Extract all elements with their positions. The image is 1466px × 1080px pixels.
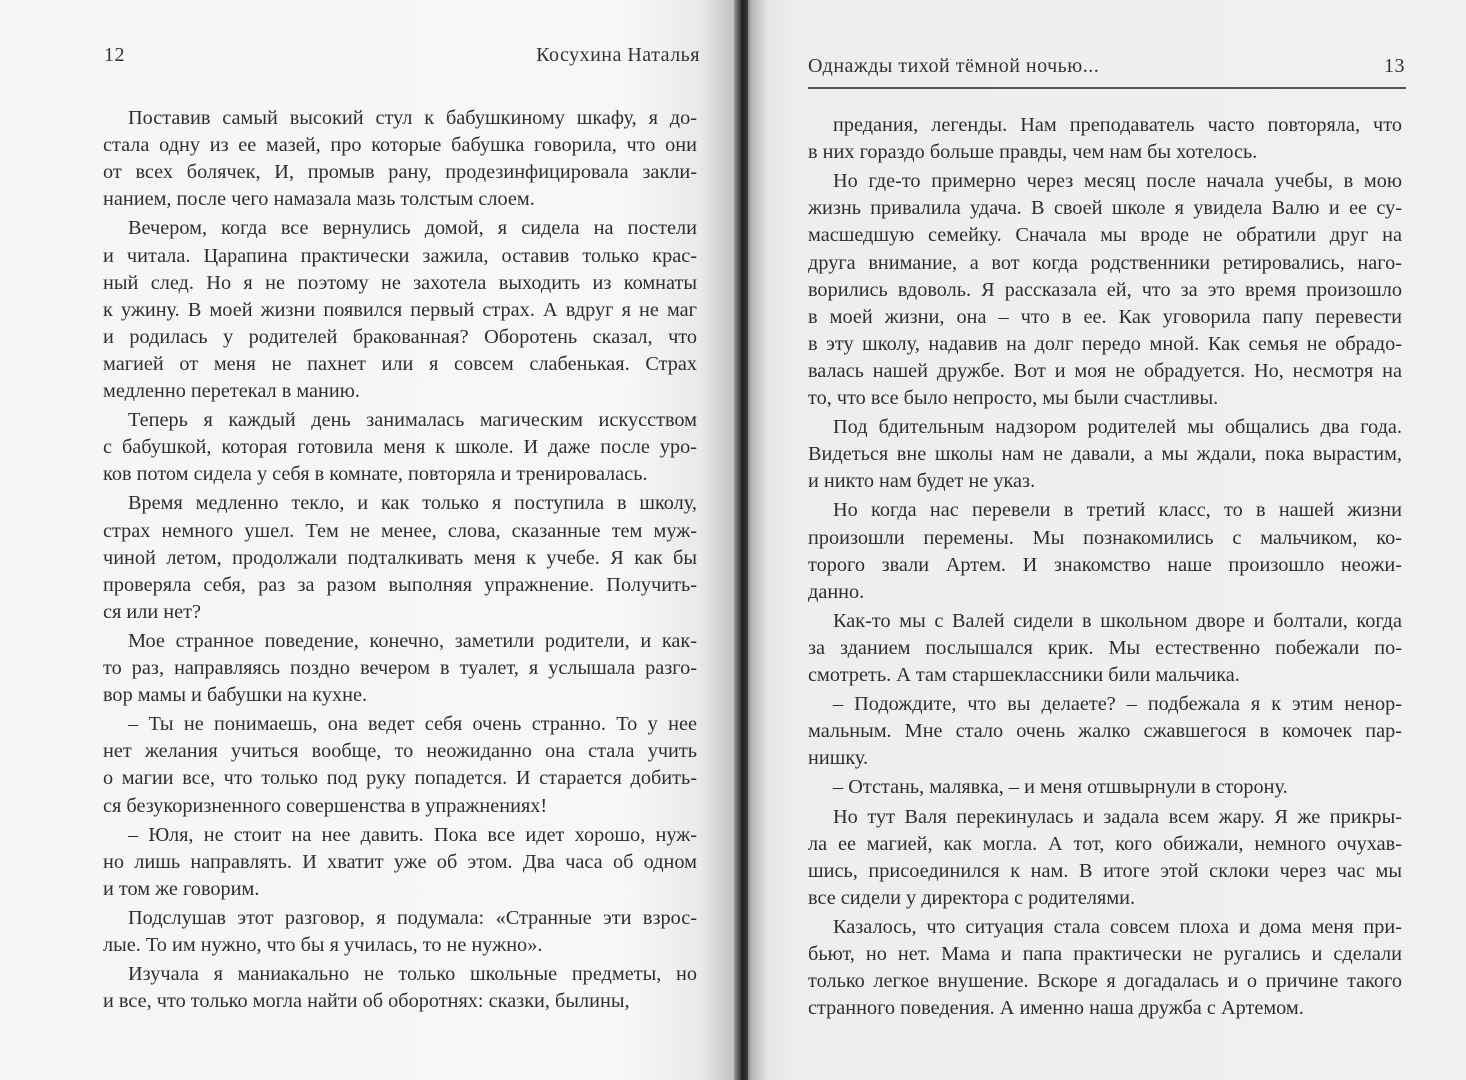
right-page <box>738 0 1466 1080</box>
text-line: бьют, но нет. Мама и папа практически не ругались и сделали <box>808 943 1402 965</box>
text-line: то, что все было непросто, мы были счастливы. <box>808 387 1219 409</box>
text-line: нанием, после чего намазала мазь толстым слоем. <box>103 188 535 211</box>
text-line: и все, что только могла найти об оборотнях: сказки, былины, <box>103 990 630 1013</box>
text-line: стала одну из ее мазей, про которые бабушка говорила, что они <box>103 134 697 157</box>
text-line: магией от меня не пахнет или я совсем слабенькая. Страх <box>103 352 697 375</box>
text-line: ла ее магией, как могла. А тот, кого обижали, немного очухав- <box>808 832 1402 855</box>
text-line: – Ты не понимаешь, она ведет себя очень странно. То у нее <box>128 713 697 736</box>
text-line: но лишь направлять. И хватит уже об этом. Два часа об одном <box>103 850 697 873</box>
text-line: ков потом сидела у себя в комнате, повторяла и тренировалась. <box>103 463 648 486</box>
text-line: чиной летом, продолжали подталкивать меня к учебе. Я как бы <box>103 546 697 569</box>
text-line: с бабушкой, которая готовила меня к школе. И даже после уро- <box>103 436 697 459</box>
text-line: Теперь я каждый день занималась магическим искусством <box>128 409 697 432</box>
text-line: ся или нет? <box>103 600 202 623</box>
text-line: Казалось, что ситуация стала совсем плоха и дома меня при- <box>833 915 1402 938</box>
text-line: Вечером, когда все вернулись домой, я сидела на постели <box>128 217 697 240</box>
header-rule <box>808 87 1406 89</box>
running-head: Косухина Наталья <box>536 44 700 66</box>
text-line: вор мамы и бабушки на кухне. <box>103 684 368 707</box>
text-line: Как-то мы с Валей сидели в школьном дворе и болтали, когда <box>833 609 1402 632</box>
text-line: в них гораздо больше правды, чем нам бы хотелось. <box>808 141 1258 164</box>
text-line: произошли перемены. Мы познакомились с мальчиком, ко- <box>808 526 1402 549</box>
text-line: Поставив самый высокий стул к бабушкиному шкафу, я до- <box>128 107 697 129</box>
text-line: нет желания учиться вообще, то неожиданно она стала учить <box>103 740 697 763</box>
text-line: данно. <box>808 580 865 603</box>
text-line: торого звали Артем. И знакомство наше произошло неожи- <box>808 553 1402 576</box>
running-head: Однажды тихой тёмной ночью... <box>808 55 1100 77</box>
page-number: 12 <box>104 44 125 66</box>
text-line: Но где-то примерно через месяц после начала учебы, в мою <box>833 170 1402 193</box>
text-line: в моей жизни, она – что в ее. Как уговорила папу перевести <box>808 305 1402 328</box>
text-line: к ужину. В моей жизни появился первый страх. А вдруг я не маг <box>103 298 697 321</box>
text-line: – Отстань, малявка, – и меня отшвырнули в сторону. <box>833 776 1288 799</box>
text-line: Время медленно текло, и как только я поступила в школу, <box>128 492 697 515</box>
text-line: шись, присоединился к нам. В итоге этой склоки через час мы <box>808 859 1402 882</box>
text-line: ворились вдоволь. Я рассказала ей, что за это время произошло <box>808 278 1402 301</box>
text-line: масшедшую семейку. Сначала мы вроде не обратили друг на <box>808 224 1402 247</box>
text-line: мальным. Мне стало очень жалко сжавшегося в комочек пар- <box>808 720 1402 743</box>
text-line: нишку. <box>808 747 869 770</box>
text-line: в эту школу, надавив на долг передо мной. Как семья не обрадо- <box>808 332 1402 355</box>
text-line: странного поведения. А именно наша дружба с Артемом. <box>808 997 1304 1020</box>
text-line: только легкое внушение. Вскоре я догадалась и о причине такого <box>808 970 1402 993</box>
text-line: о магии все, что только под руку попадется. И старается добить- <box>103 767 697 790</box>
text-line: Но тут Валя перекинулась и задала всем жару. Я же прикры- <box>833 805 1402 828</box>
text-line: и читала. Царапина практически зажила, оставив только крас- <box>103 244 697 267</box>
text-line: смотреть. А там старшеклассники били мальчика. <box>808 664 1240 686</box>
text-line: – Юля, не стоит на нее давить. Пока все идет хорошо, нуж- <box>128 823 697 846</box>
text-line: Подслушав этот разговор, я подумала: «Странные эти взрос- <box>128 906 697 929</box>
text-line: жизнь привалила удача. В своей школе я увидела Валю и ее су- <box>808 197 1402 220</box>
text-line: и никто нам будет не указ. <box>808 470 1036 493</box>
text-line: страх немного ушел. Тем не менее, слова, сказанные тем муж- <box>103 519 697 542</box>
text-line: предания, легенды. Нам преподаватель часто повторяла, что <box>833 114 1402 136</box>
text-line: ный след. Но я не поэтому не захотела выходить из комнаты <box>103 271 697 294</box>
text-line: лые. То им нужно, что бы я училась, то не нужно». <box>103 934 543 956</box>
text-line: и родилась у родителей бракованная? Оборотень сказал, что <box>103 325 697 348</box>
text-line: медленно перетекал в манию. <box>103 380 360 402</box>
text-line: валась нашей дружбе. Вот и моя не обрадуется. Но, несмотря на <box>808 359 1402 382</box>
text-line: Но когда нас перевели в третий класс, то в нашей жизни <box>833 499 1402 522</box>
text-line: Мое странное поведение, конечно, заметили родители, и как- <box>128 629 697 652</box>
text-line: Видеться вне школы нам не давали, а мы ждали, пока вырастим, <box>808 443 1402 466</box>
text-line: – Подождите, что вы делаете? – подбежала я к этим ненор- <box>833 693 1402 716</box>
text-line: друга внимание, а вот когда родственники ретировались, наго- <box>808 251 1402 274</box>
text-line: все сидели у директора с родителями. <box>808 886 1136 909</box>
text-line: от всех болячек, И, промыв рану, продезинфицировала закли- <box>103 161 697 184</box>
text-line: за зданием послышался крик. Мы естественно побежали по- <box>808 636 1402 659</box>
text-line: проверяла себя, раз за разом выполняя упражнение. Получить- <box>103 573 697 596</box>
page-number: 13 <box>1384 55 1405 77</box>
text-line: и том же говорим. <box>103 877 260 900</box>
text-line: Изучала я маниакально не только школьные предметы, но <box>128 963 697 986</box>
text-line: то раз, направляясь поздно вечером в туалет, я услышала разго- <box>103 657 697 679</box>
text-line: Под бдительным надзором родителей мы общались два года. <box>833 416 1402 439</box>
book-spine <box>734 0 748 1080</box>
text-line: ся безукоризненного совершенства в упражнениях! <box>103 794 548 817</box>
